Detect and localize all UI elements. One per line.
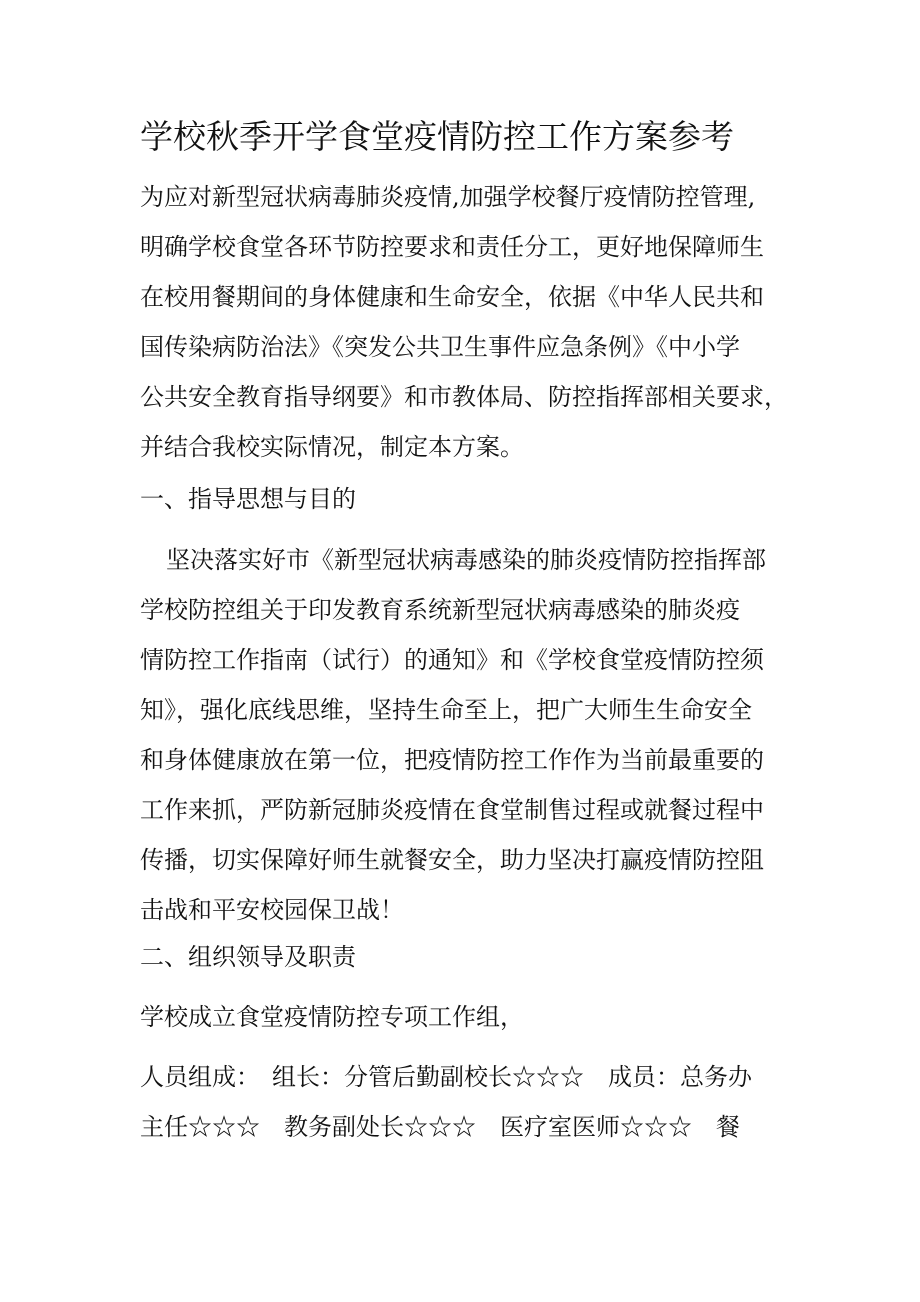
section-heading-organization — [140, 932, 800, 982]
paragraph-line: 情防控工作指南（试行）的通知》和《学校食堂疫情防控须 — [140, 646, 764, 674]
section-heading-text: 二、组织领导及职责 — [140, 943, 356, 971]
members-paragraph — [140, 1052, 800, 1152]
guiding-principles-paragraph — [140, 535, 800, 935]
paragraph-line: 坚决落实好市《新型冠状病毒感染的肺炎疫情防控指挥部 — [166, 546, 766, 574]
intro-line: 为应对新型冠状病毒肺炎疫情,加强学校餐厅疫情防控管理, — [140, 183, 756, 211]
intro-line: 并结合我校实际情况，制定本方案。 — [140, 433, 524, 461]
paragraph-line: 传播，切实保障好师生就餐安全，助力坚决打赢疫情防控阻 — [140, 846, 764, 874]
intro-paragraph — [140, 172, 800, 472]
document-title: 学校秋季开学食堂疫情防控工作方案参考 — [140, 117, 734, 156]
paragraph-line: 工作来抓，严防新冠肺炎疫情在食堂制售过程或就餐过程中 — [140, 796, 764, 824]
paragraph-line: 学校成立食堂疫情防控专项工作组， — [140, 1003, 524, 1031]
intro-line: 公共安全教育指导纲要》和市教体局、防控指挥部相关要求， — [140, 383, 788, 411]
paragraph-line: 知》，强化底线思维，坚持生命至上，把广大师生生命安全 — [140, 696, 752, 724]
paragraph-line: 击战和平安校园保卫战！ — [140, 896, 404, 924]
section-heading-guiding-principles — [140, 474, 800, 524]
organization-paragraph — [140, 992, 800, 1042]
section-heading-text: 一、指导思想与目的 — [140, 485, 356, 513]
paragraph-line: 主任☆☆☆ 教务副处长☆☆☆ 医疗室医师☆☆☆ 餐 — [140, 1113, 740, 1141]
intro-line: 明确学校食堂各环节防控要求和责任分工，更好地保障师生 — [140, 233, 764, 261]
paragraph-line: 人员组成： 组长：分管后勤副校长☆☆☆ 成员：总务办 — [140, 1063, 752, 1091]
intro-line: 国传染病防治法》《突发公共卫生事件应急条例》《中小学 — [140, 333, 740, 361]
intro-line: 在校用餐期间的身体健康和生命安全，依据《中华人民共和 — [140, 283, 764, 311]
paragraph-line: 和身体健康放在第一位，把疫情防控工作作为当前最重要的 — [140, 746, 764, 774]
paragraph-line: 学校防控组关于印发教育系统新型冠状病毒感染的肺炎疫 — [140, 596, 740, 624]
